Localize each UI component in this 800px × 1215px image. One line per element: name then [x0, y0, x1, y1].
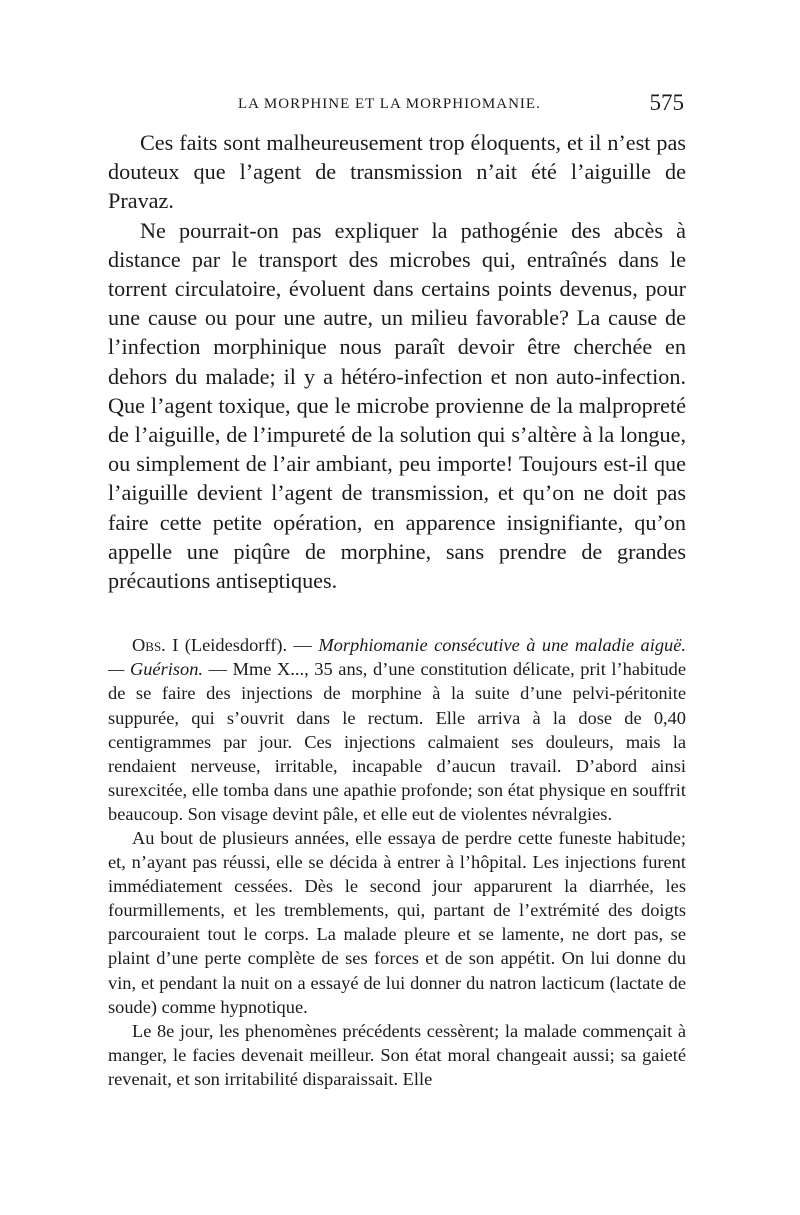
- page-number: 575: [649, 90, 684, 115]
- running-title: LA MORPHINE ET LA MORPHIOMANIE.: [238, 96, 541, 112]
- observation-title: Morphiomanie consécutive à une maladie aiguë. — Guérison.: [108, 635, 687, 680]
- book-page: [108, 88, 686, 1091]
- main-text: [108, 128, 686, 595]
- observation-author: (Leidesdorff). —: [178, 635, 319, 656]
- observation-paragraph: [108, 633, 686, 826]
- observation-label: Obs. I: [132, 635, 179, 656]
- paragraph: Ces faits sont malheureusement trop éloquents, et il n’est pas douteux que l’agent de transmission n’ait été l’aiguille de Pravaz.: [108, 130, 686, 214]
- paragraph: Ne pourrait-on pas expliquer la pathogénie des abcès à distance par le transport des microbes qui, entraînés dans le torrent circulatoire, évoluent dans certains points devenus, pour une cause ou pour une autre, un milieu favorable? La cause de l’infection morphinique nous paraît devoir être cherchée en dehors du malade; il y a hétéro-infection et non auto-infection. Que l’agent toxique, que le microbe provienne de la malpropreté de l’aiguille, de l’impureté de la solution qui s’altère à la longue, ou simplement de l’air ambiant, peu importe! Toujours est-il que l’aiguille devient l’agent de transmission, et qu’on ne doit pas faire cette petite opération, en apparence insignifiante, qu’on appelle une piqûre de morphine, sans prendre de grandes précautions antiseptiques.: [108, 217, 686, 594]
- page-header: [108, 88, 686, 128]
- observation-paragraph: Au bout de plusieurs années, elle essaya de perdre cette funeste habitude; et, n’ayant pas réussi, elle se décida à entrer à l’hôpital. Les injections furent immédiatement cessées. Dès le second jour apparurent la diarrhée, les fourmillements, et les tremblements, qui, partant de l’extrémité des doigts parcouraient tout le corps. La malade pleure et se lamente, ne dort pas, se plaint d’une perte complète de ses forces et de son appétit. On lui donne du vin, et pendant la nuit on a essayé de lui donner du natron lacticum (lactate de soude) comme hypnotique.: [108, 828, 686, 1017]
- observation-paragraph: Le 8e jour, les phenomènes précédents cessèrent; la malade commençait à manger, le facies devenait meilleur. Son état moral changeait aussi; sa gaieté revenait, et son irritabilité disparaissait. Elle: [108, 1020, 686, 1089]
- observation-text: — Mme X..., 35 ans, d’une constitution délicate, prit l’habitude de se faire des injections de morphine à la suite d’une pelvi-péritonite suppurée, qui s’ouvrit dans le rectum. Elle arriva à la dose de 0,40 centigrammes par jour. Ces injections calmaient ses douleurs, mais la rendaient nerveuse, irritable, incapable d’aucun travail. D’abord ainsi surexcitée, elle tomba dans une apathie profonde; son état physique en souffrit beaucoup. Son visage devint pâle, et elle eut de violentes névralgies.: [108, 659, 686, 824]
- observation-block: [108, 633, 686, 1091]
